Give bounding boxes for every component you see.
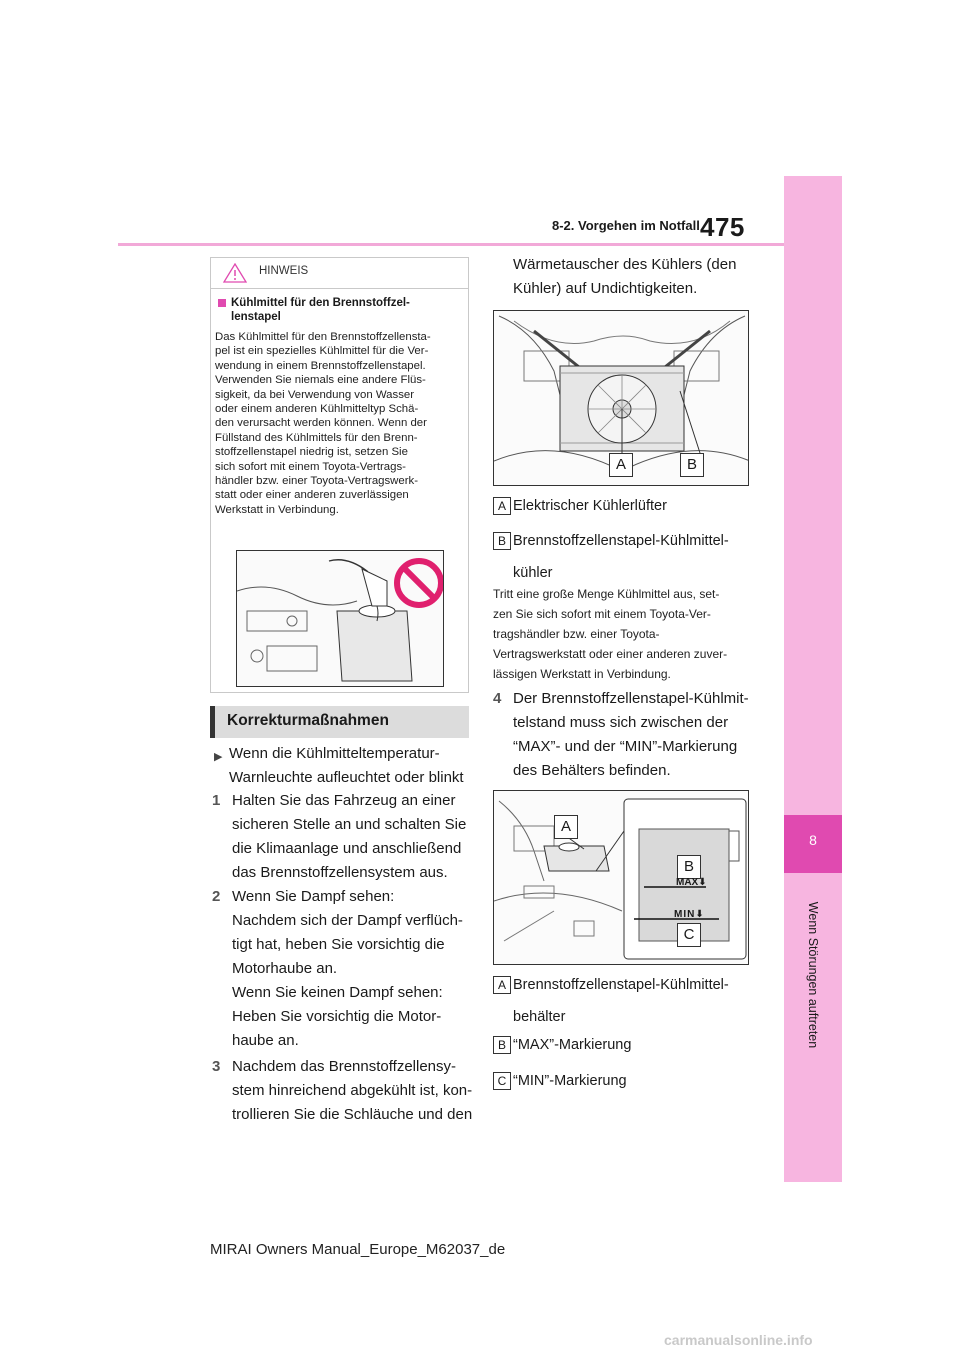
down-arrow-icon: ⬇ [695,909,705,920]
footer-doc-id: MIRAI Owners Manual_Europe_M62037_de [210,1241,506,1258]
section-title: 8-2. Vorgehen im Notfall [552,218,700,233]
step-line: Wärmetauscher des Kühlers (den [513,256,737,273]
step-continued-text [513,253,736,301]
notice-body-line: sich sofort mit einem Toyota-Vertrags- [215,460,406,473]
step-text [513,687,749,783]
figure-callout: B [677,855,701,879]
step-line: “MAX”- und der “MIN”-Markierung [513,738,738,755]
step-text [232,1055,472,1127]
legend-label: “MIN”-Markierung [513,1073,627,1089]
notice-body-line: Das Kühlmittel für den Brennstoffzellensta- [215,331,431,343]
radiator-illustration [493,310,749,486]
notice-body-line: sigkeit, da bei Verwendung von Wasser [215,388,415,401]
notice-body-line: wendung in einem Brennstoffzellenstapel. [215,359,426,372]
chapter-label: Wenn Störungen auftreten [806,901,820,1049]
step-line: trollieren Sie die Schläuche und den [232,1106,473,1123]
legend-tag: B [493,532,511,550]
step-line: haube an. [232,1032,299,1049]
notice-body-line: statt oder einer anderen zuverlässigen [215,489,409,502]
legend-tag: B [493,1036,511,1054]
coolant-tank-drawing [237,551,444,687]
step-line: telstand muss sich zwischen der [513,714,729,731]
notice-subtitle [215,296,465,324]
legend-line: behälter [513,1009,566,1025]
legend-line: Brennstoffzellenstapel-Kühlmittel- [513,977,729,993]
bullet-line: Warnleuchte aufleuchtet oder blinkt [229,769,464,786]
notice-header [211,258,468,289]
notice-body-line: Werkstatt in Verbindung. [215,503,339,516]
reservoir-drawing [494,791,749,965]
banner-title: Korrekturmaßnahmen [227,712,389,729]
step-text [232,885,463,1053]
notice-subtitle-line: Kühlmittel für den Brennstoffzel- [231,297,410,309]
step-line: Kühler) auf Undichtigkeiten. [513,280,698,297]
section-banner [210,706,469,738]
min-marking [674,909,705,920]
step-number: 2 [212,888,221,905]
bullet-line: Wenn die Kühlmitteltemperatur- [229,745,440,762]
notice-body-line: den verursacht werden können. Wenn der [215,417,427,430]
note-line: zen Sie sich sofort mit einem Toyota-Ver- [493,607,711,621]
notice-label: HINWEIS [259,265,309,277]
step-text [232,789,466,885]
down-arrow-icon: ⬇ [698,877,707,888]
notice-body [215,330,466,517]
step-number: 4 [493,690,502,707]
figure-callout: B [680,453,704,477]
step-number: 3 [212,1058,221,1075]
note-line: tragshändler bzw. einer Toyota- [493,627,660,641]
notice-box [210,257,469,693]
step-line: Wenn Sie Dampf sehen: [232,888,395,905]
arrow-bullet-icon: ▶ [214,751,223,763]
legend-tag: C [493,1072,511,1090]
max-label: MAX [676,877,699,888]
watermark: carmanualsonline.info [664,1332,813,1348]
step-line: tigt hat, heben Sie vorsichtig die [232,936,445,953]
step-number: 1 [212,792,221,809]
warning-icon [223,263,247,283]
notice-body-line: händler bzw. einer Toyota-Vertragswerk- [215,475,419,488]
step-line: Heben Sie vorsichtig die Motor- [232,1008,442,1025]
legend-label: “MAX”-Markierung [513,1037,632,1053]
min-label: MIN [674,909,696,920]
step-line: stem hinreichend abgekühlt ist, kon- [232,1082,473,1099]
step-line: Nachdem sich der Dampf verflüch- [232,912,463,929]
bullet-text [229,742,464,790]
step-line: Motorhaube an. [232,960,338,977]
notice-body-line: stoffzellenstapel niedrig ist, setzen Sie [215,446,408,459]
note-line: Tritt eine große Menge Kühlmittel aus, set- [493,587,720,601]
figure-callout: A [554,815,578,839]
step-line: Halten Sie das Fahrzeug an einer [232,792,456,809]
legend-label: Elektrischer Kühlerlüfter [513,498,667,514]
legend-label [513,973,729,1029]
notice-body-line: Verwenden Sie niemals eine andere Flüs- [215,374,426,387]
step-line: Nachdem das Brennstoffzellensy- [232,1058,457,1075]
max-marking [676,877,707,888]
notice-body-line: pel ist ein spezielles Kühlmittel für die Ver- [215,345,429,358]
leak-note [493,584,727,684]
step-line: des Behälters befinden. [513,762,671,779]
step-line: Wenn Sie keinen Dampf sehen: [232,984,443,1001]
step-line: das Brennstoffzellensystem aus. [232,864,448,881]
notice-body-line: Füllstand des Kühlmittels für den Brenn- [215,431,418,444]
notice-subtitle-line: lenstapel [231,311,281,323]
legend-tag: A [493,497,511,515]
step-line: sicheren Stelle an und schalten Sie [232,816,467,833]
legend-label [513,529,729,585]
square-bullet-icon [218,299,226,307]
legend-line: Brennstoffzellenstapel-Kühlmittel- [513,533,729,549]
header-rule [118,243,842,246]
reservoir-illustration [493,790,749,965]
page-number: 475 [700,212,745,242]
legend-tag: A [493,976,511,994]
chapter-number: 8 [809,832,817,848]
step-line: die Klimaanlage und anschließend [232,840,462,857]
figure-callout: A [609,453,633,477]
note-line: lässigen Werkstatt in Verbindung. [493,667,671,681]
notice-body-line: oder einem anderen Kühlmitteltyp Schä- [215,403,419,416]
legend-line: kühler [513,565,553,581]
note-line: Vertragswerkstatt oder einer anderen zuver- [493,647,728,661]
no-water-illustration [236,550,444,687]
step-line: Der Brennstoffzellenstapel-Kühlmit- [513,690,749,707]
figure-callout: C [677,923,701,947]
